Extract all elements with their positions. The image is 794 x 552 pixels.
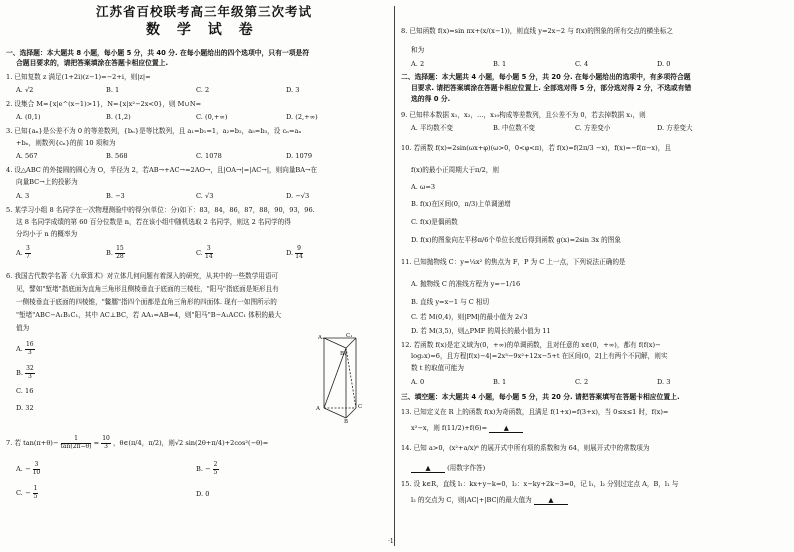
q7-option-a: A. − $\frac{3}{10}$ (16, 461, 41, 476)
section2-heading-cont2: 选的得 0 分. (411, 95, 451, 103)
q1-option-c: C. 2 (196, 86, 210, 94)
prism-figure (316, 330, 378, 426)
q13-answer-blank[interactable]: ▲ (489, 424, 523, 433)
q9-option-a: A. 平均数不变 (411, 124, 453, 132)
q5-option-c: C. $\frac{3}{14}$ (196, 245, 213, 260)
q10-option-a: A. ω=3 (411, 183, 436, 191)
q9-option-c: C. 方差变小 (575, 124, 611, 132)
q10-option-b: B. f(x)在区间(0，π/3)上单调递增 (411, 200, 511, 208)
q14-stem: 14. 已知 a>0，(x²+a/x)⁸ 的展开式中所有项的系数和为 64，则展开式中的常数项为 (401, 444, 650, 452)
q5-stem: 5. 某学习小组 8 名同学在一次物理测验中的得分(单位：分)如下：83，84，86，87，88，90，93，96. (6, 206, 315, 214)
q7-option-c: C. − $\frac{1}{5}$ (16, 485, 38, 500)
q12-stem-cont2: 数 t 的取值可能为 (411, 364, 464, 372)
q14-stem-cont: ▲ (用数字作答) (411, 464, 485, 473)
q10-stem-cont: f(x)的最小正周期大于π/2，则 (411, 166, 499, 174)
q7-stem: 7. 若 tan(π+θ)− $\frac{1}{\tan(2\pi-\theta)}$ = $\frac{10}{3}$ ，θ∈(π/4，π/2)，则√2 sin(2θ+π/4)+2cos²(−θ)= (6, 435, 269, 450)
q12-stem: 12. 若函数 f(x)是定义域为(0，+∞)的单调函数，且对任意的 x∈(0，+∞)，都有 f(f(x)− (401, 341, 661, 349)
q4-option-a: A. 3 (16, 192, 30, 200)
fig-label-b: B (344, 419, 349, 425)
section3-heading: 三、填空题：本大题共 4 小题，每小题 5 分，共 20 分. 请把答案填写在答题卡相应位置上. (401, 393, 680, 401)
q5-stem-cont2: 分均小于 n 的概率为 (16, 230, 78, 238)
q10-stem: 10. 若函数 f(x)=2sin(ωx+φ)(ω>0，0<φ<π)，若 f(x)=f(2π/3 −x)，f(x)=−f(π−x)，且 (401, 144, 671, 152)
q6-option-d: D. 32 (16, 404, 34, 412)
q3-option-d: D. 1079 (286, 152, 313, 160)
q5-stem-cont: 这 8 名同学成绩的第 60 百分位数是 n，若在该小组中随机选取 2 名同学，则这 2 名同学的得 (16, 218, 291, 226)
q8-option-d: D. 0 (657, 60, 671, 68)
q12-option-b: B. 1 (493, 378, 507, 386)
q9-option-d: D. 方差变大 (657, 124, 693, 132)
q12-option-d: D. 3 (657, 378, 671, 386)
page-number: ·1· (388, 538, 396, 545)
q2-option-c: C. (0,+∞) (196, 113, 228, 121)
q6-stem: 6. 我国古代数学名著《九章算术》对立体几何问题有着深入的研究，从其中的一些数学用语可 (6, 272, 279, 280)
q4-option-c: C. √3 (196, 192, 214, 200)
q2-option-a: A. (0,1) (16, 113, 41, 121)
q15-answer-blank[interactable]: ▲ (534, 496, 568, 505)
q6-stem-cont3: "堑堵"ABC−A₁B₁C₁，其中 AC⊥BC，若 AA₁=AB=4，则"阳马"B−A₁ACC₁ 体积的最大 (16, 311, 282, 319)
exam-title: 江苏省百校联考高三年级第三次考试 (96, 4, 313, 19)
q13-stem-cont: x²−x，则 f(11/2)+f(6)= ▲ (411, 424, 523, 433)
q1-option-a: A. √2 (16, 86, 34, 94)
q2-option-d: D. (2,+∞) (286, 113, 318, 121)
q10-option-c: C. f(x)是偶函数 (411, 218, 458, 226)
q7-option-b: B. − $\frac{2}{5}$ (196, 461, 218, 476)
q5-option-b: B. $\frac{15}{28}$ (106, 245, 124, 260)
q5-option-d: D. $\frac{9}{14}$ (286, 245, 303, 260)
q3-stem-cont: +bₙ，则数列{cₙ}的前 10 项和为 (16, 139, 116, 147)
q8-option-b: B. 1 (493, 60, 507, 68)
q12-stem-cont: log₂x)=6，且方程|f(x)−4|=2x³−9x²+12x−5+t 在区间(0，2]上有两个不同解，则实 (411, 352, 668, 360)
q6-option-c: C. 16 (16, 387, 34, 395)
column-divider (394, 6, 395, 546)
section1-heading-cont: 合题目要求的，请把答案填涂在答题卡相应位置上. (16, 59, 169, 67)
q1-option-b: B. 1 (106, 86, 120, 94)
q15-stem: 15. 设 k∈R，直线 l₁：kx+y−k=0，l₂：x−ky+2k−3=0，记 l₁，l₂ 分别过定点 A，B，l₁ 与 (401, 480, 679, 488)
fig-label-a1: A₁ (318, 335, 325, 341)
q4-stem: 4. 设△ABC 的外接圆的圆心为 O，半径为 2，若AB→+AC→=2AO→，且|OA→|=|AC→|，则向量BA→在 (6, 166, 318, 174)
q11-option-a: A. 抛物线 C 的准线方程为 y=−1/16 (411, 280, 521, 288)
q3-option-a: A. 567 (16, 152, 38, 160)
q11-option-b: B. 直线 y=x−1 与 C 相切 (411, 298, 490, 306)
q8-option-a: A. 2 (411, 60, 425, 68)
q3-option-b: B. 568 (106, 152, 128, 160)
q6-stem-cont4: 值为 (16, 324, 30, 332)
q6-option-a: A. $\frac{16}{3}$ (16, 341, 34, 356)
q11-stem: 11. 已知抛物线 C：y=¼x² 的焦点为 F，P 为 C 上一点，下列说法正确的是 (401, 258, 626, 266)
q11-option-c: C. 若 M(0,4)，则|PM|的最小值为 2√3 (411, 313, 528, 321)
fig-label-c: C (358, 404, 363, 410)
q10-option-d: D. f(x)的图象向左平移π/6个单位长度后得到函数 g(x)=2sin 3x 的图象 (411, 236, 621, 244)
q2-stem: 2. 设集合 M={x|e^(x−1)>1}，N={x|x²−2x<0}，则 M∪N= (6, 100, 202, 108)
q2-option-b: B. (1,2) (106, 113, 131, 121)
q8-stem-cont: 和为 (411, 46, 425, 54)
q4-stem-cont: 向量BC→上的投影为 (16, 178, 78, 186)
q1-stem: 1. 已知复数 z 满足(1+2i)(z−1)=−2+i，则|z|= (6, 73, 151, 81)
q9-option-b: B. 中位数不变 (493, 124, 536, 132)
q6-option-b: B. $\frac{32}{3}$ (16, 365, 34, 380)
section2-heading-cont: 目要求. 请把答案填涂在答题卡相应位置上. 全部选对得 5 分，部分选对得 2 分，不选或有错 (411, 84, 692, 92)
fig-label-c1: C₁ (346, 333, 353, 339)
q8-option-c: C. 4 (575, 60, 589, 68)
exam-subtitle: 数 学 试 卷 (146, 22, 259, 38)
section1-heading: 一、选择题：本大题共 8 小题，每小题 5 分，共 40 分. 在每小题给出的四个选项中，只有一项是符 (6, 49, 310, 57)
q1-option-d: D. 3 (286, 86, 300, 94)
q12-option-c: C. 2 (575, 378, 589, 386)
q3-stem: 3. 已知{aₙ}是公差不为 0 的等差数列，{bₙ}是等比数列，且 a₁=b₁=1，a₂=b₂，a₅=b₃，设 cₙ=aₙ (6, 127, 302, 135)
fig-label-a: A (316, 406, 320, 412)
q9-stem: 9. 已知样本数据 x₁，x₂，…，x₁₀构成等差数列，且公差不为 0，若去掉数据 x₁，则 (401, 111, 646, 119)
q14-answer-blank[interactable]: ▲ (411, 464, 445, 473)
q5-option-a: A. $\frac{3}{7}$ (16, 245, 30, 260)
q15-stem-cont: l₂ 的交点为 C，则|AC|+|BC|的最大值为 ▲ (411, 496, 568, 505)
q4-option-b: B. −3 (106, 192, 125, 200)
section2-heading: 二、选择题：本大题共 4 小题，每小题 5 分，共 20 分. 在每小题给出的选项中，有多项符合题 (401, 73, 691, 81)
q6-stem-cont2: 一侧棱垂直于底面的四棱锥，"鳖臑"指四个面都是直角三角形的四面体. 现有一如图所示的 (16, 298, 277, 306)
q12-option-a: A. 0 (411, 378, 425, 386)
fig-label-b1: B₁ (340, 351, 347, 357)
q3-option-c: C. 1078 (196, 152, 222, 160)
q7-option-d: D. 0 (196, 490, 210, 498)
q11-option-d: D. 若 M(3,5)，则△PMF 的周长的最小值为 11 (411, 327, 551, 335)
q6-stem-cont: 见，譬如"堑堵"指底面为直角三角形且侧棱垂直于底面的三棱柱，"阳马"指底面是矩形且有 (16, 285, 279, 293)
q8-stem: 8. 已知函数 f(x)=sin πx+(x/(x−1))，则直线 y=2x−2 与 f(x)的图象的所有交点的横坐标之 (401, 27, 673, 35)
q13-stem: 13. 已知定义在 R 上的函数 f(x)为奇函数，且满足 f(1+x)=f(3+x)，当 0≤x≤1 时，f(x)= (401, 408, 669, 416)
q4-option-d: D. −√3 (286, 192, 310, 200)
